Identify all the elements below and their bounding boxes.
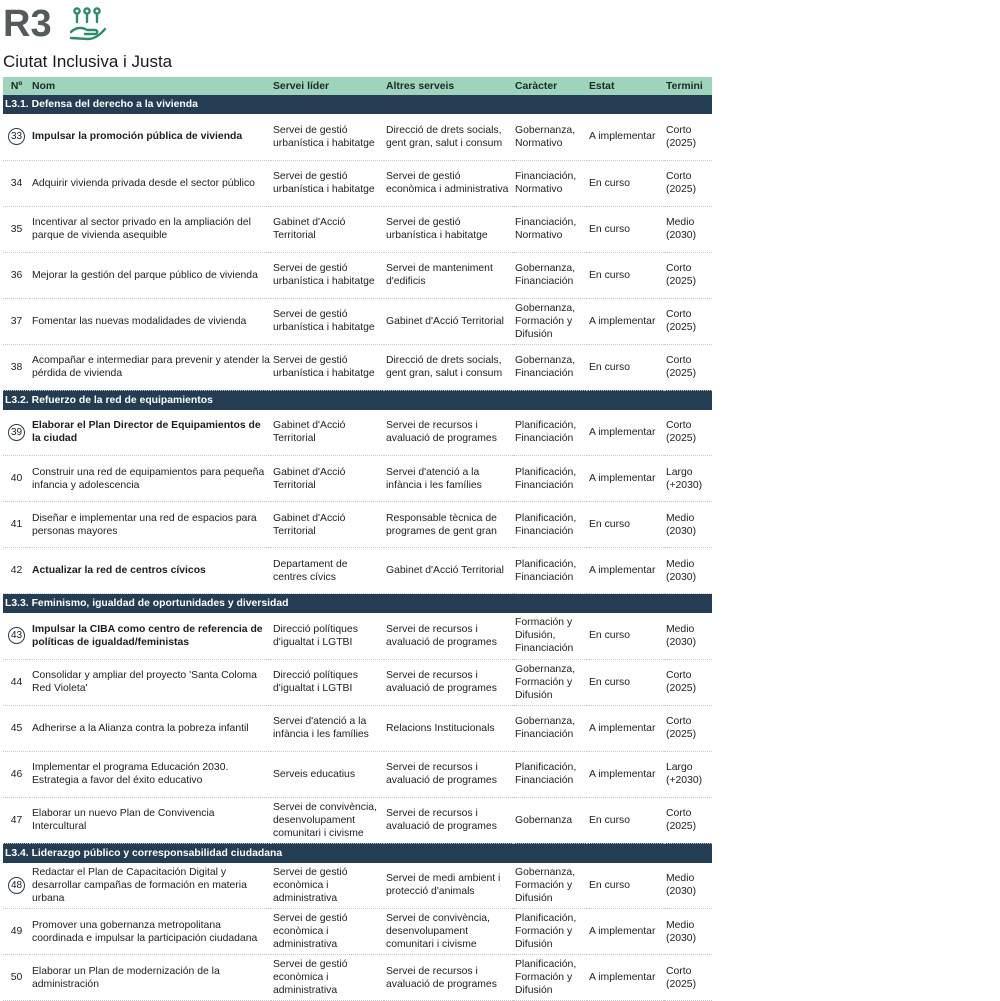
other-services: Servei de gestió econòmica i administrativa — [384, 160, 513, 206]
lead-service: Gabinet d'Acció Territorial — [271, 206, 384, 252]
action-name: Actualizar la red de centros cívicos — [30, 548, 271, 594]
lead-service: Serveis educatius — [271, 751, 384, 797]
other-services: Servei de recursos i avaluació de programes — [384, 410, 513, 456]
row-number-circled: 33 — [8, 128, 25, 145]
col-header-status: Estat — [587, 77, 664, 95]
term: Largo (+2030) — [664, 456, 712, 502]
table-row — [3, 344, 712, 390]
row-number — [3, 114, 30, 160]
table-row — [3, 863, 712, 909]
row-number — [3, 410, 30, 456]
table-row — [3, 502, 712, 548]
action-name: Fomentar las nuevas modalidades de vivienda — [30, 298, 271, 344]
row-number — [3, 160, 30, 206]
status: En curso — [587, 863, 664, 909]
hand-with-people-icon — [68, 6, 108, 42]
row-number-circled: 48 — [8, 877, 25, 894]
action-name: Elaborar un nuevo Plan de Convivencia Intercultural — [30, 797, 271, 843]
table-row — [3, 705, 712, 751]
row-number — [3, 909, 30, 955]
lead-service: Servei de gestió urbanística i habitatge — [271, 114, 384, 160]
lead-service: Servei de gestió urbanística i habitatge — [271, 298, 384, 344]
action-name: Impulsar la CIBA como centro de referencia de políticas de igualdad/feministas — [30, 613, 271, 659]
action-name: Adherirse a la Alianza contra la pobreza infantil — [30, 705, 271, 751]
row-number-value: 42 — [10, 565, 23, 576]
status: A implementar — [587, 114, 664, 160]
row-number-value: 36 — [10, 269, 23, 281]
col-header-other-services: Altres serveis — [384, 77, 513, 95]
term: Medio (2030) — [664, 548, 712, 594]
character: Financiación, Normativo — [513, 160, 587, 206]
status: A implementar — [587, 705, 664, 751]
other-services: Servei de manteniment d'edificis — [384, 252, 513, 298]
status: En curso — [587, 797, 664, 843]
term: Medio (2030) — [664, 206, 712, 252]
character: Planificación, Financiación — [513, 751, 587, 797]
status: En curso — [587, 160, 664, 206]
table-row — [3, 298, 712, 344]
table-row — [3, 206, 712, 252]
row-number — [3, 863, 30, 909]
table-row — [3, 548, 712, 594]
lead-service: Departament de centres cívics — [271, 548, 384, 594]
row-number-value: 44 — [10, 676, 23, 688]
action-name: Construir una red de equipamientos para pequeña infancia y adolescencia — [30, 456, 271, 502]
action-name: Elaborar un Plan de modernización de la administración — [30, 955, 271, 1001]
other-services: Gabinet d'Acció Territorial — [384, 298, 513, 344]
lead-service: Servei de gestió econòmica i administrativa — [271, 955, 384, 1001]
character: Gobernanza, Formación y Difusión — [513, 659, 587, 705]
other-services: Servei de recursos i avaluació de programes — [384, 659, 513, 705]
row-number-value: 38 — [10, 361, 23, 373]
term: Medio (2030) — [664, 909, 712, 955]
row-number-value: 40 — [10, 473, 23, 484]
status: En curso — [587, 613, 664, 659]
character: Formación y Difusión, Financiación — [513, 613, 587, 659]
other-services: Servei de medi ambient i protecció d'animals — [384, 863, 513, 909]
section-row — [3, 843, 712, 863]
row-number — [3, 548, 30, 594]
term: Corto (2025) — [664, 344, 712, 390]
character: Planificación, Formación y Difusión — [513, 955, 587, 1001]
row-number — [3, 955, 30, 1001]
action-name: Promover una gobernanza metropolitana coordinada e impulsar la participación ciudadana — [30, 909, 271, 955]
status: En curso — [587, 344, 664, 390]
status: A implementar — [587, 751, 664, 797]
term: Corto (2025) — [664, 705, 712, 751]
col-header-term: Termini — [664, 77, 712, 95]
character: Gobernanza, Financiación — [513, 344, 587, 390]
lead-service: Servei de gestió urbanística i habitatge — [271, 252, 384, 298]
status: En curso — [587, 206, 664, 252]
page-title: Ciutat Inclusiva i Justa — [3, 52, 173, 71]
table-row — [3, 659, 712, 705]
row-number-circled: 39 — [8, 424, 25, 441]
action-name: Mejorar la gestión del parque público de vivienda — [30, 252, 271, 298]
section-title: L3.1. Defensa del derecho a la vivienda — [3, 95, 712, 114]
status: A implementar — [587, 955, 664, 1001]
col-header-character: Caràcter — [513, 77, 587, 95]
row-number — [3, 613, 30, 659]
lead-service: Servei de convivència, desenvolupament comunitari i civisme — [271, 797, 384, 843]
actions-table — [3, 77, 712, 1001]
row-number — [3, 252, 30, 298]
status: En curso — [587, 659, 664, 705]
character: Gobernanza, Formación y Difusión — [513, 298, 587, 344]
row-number — [3, 705, 30, 751]
other-services: Direcció de drets socials, gent gran, salut i consum — [384, 344, 513, 390]
col-header-name: Nom — [30, 77, 271, 95]
section-row — [3, 95, 712, 114]
section-title: L3.2. Refuerzo de la red de equipamientos — [3, 390, 712, 410]
table-row — [3, 456, 712, 502]
other-services: Servei de convivència, desenvolupament comunitari i civisme — [384, 909, 513, 955]
other-services: Relacions Institucionals — [384, 705, 513, 751]
row-number-value: 45 — [10, 722, 23, 734]
lead-service: Gabinet d'Acció Territorial — [271, 502, 384, 548]
col-header-lead-service: Servei líder — [271, 77, 384, 95]
character: Gobernanza, Normativo — [513, 114, 587, 160]
row-number — [3, 502, 30, 548]
table-row — [3, 114, 712, 160]
character: Financiación, Normativo — [513, 206, 587, 252]
row-number-value: 49 — [10, 926, 23, 937]
action-name: Acompañar e intermediar para prevenir y atender la pérdida de vivienda — [30, 344, 271, 390]
character: Planificación, Financiación — [513, 548, 587, 594]
page-header — [3, 2, 723, 74]
term: Corto (2025) — [664, 252, 712, 298]
section-row — [3, 594, 712, 614]
row-number-circled: 43 — [8, 627, 25, 644]
status: En curso — [587, 502, 664, 548]
action-name: Incentivar al sector privado en la ampliación del parque de vivienda asequible — [30, 206, 271, 252]
lead-service: Servei de gestió econòmica i administrativa — [271, 863, 384, 909]
row-number — [3, 344, 30, 390]
term: Corto (2025) — [664, 659, 712, 705]
character: Gobernanza — [513, 797, 587, 843]
other-services: Servei d'atenció a la infància i les famílies — [384, 456, 513, 502]
table-header-row — [3, 77, 712, 95]
character: Planificación, Financiación — [513, 410, 587, 456]
status: En curso — [587, 252, 664, 298]
table-row — [3, 252, 712, 298]
other-services: Servei de recursos i avaluació de programes — [384, 797, 513, 843]
other-services: Servei de gestió urbanística i habitatge — [384, 206, 513, 252]
character: Gobernanza, Formación y Difusión — [513, 863, 587, 909]
status: A implementar — [587, 909, 664, 955]
action-name: Adquirir vivienda privada desde el sector público — [30, 160, 271, 206]
row-number-value: 47 — [10, 814, 23, 826]
row-number-value: 50 — [10, 972, 23, 983]
row-number-value: 34 — [10, 177, 23, 189]
table-row — [3, 160, 712, 206]
row-number-value: 41 — [10, 519, 23, 530]
character: Gobernanza, Financiación — [513, 252, 587, 298]
term: Largo (+2030) — [664, 751, 712, 797]
other-services: Servei de recursos i avaluació de programes — [384, 613, 513, 659]
action-name: Consolidar y ampliar del proyecto 'Santa Coloma Red Violeta' — [30, 659, 271, 705]
status: A implementar — [587, 456, 664, 502]
table-row — [3, 410, 712, 456]
lead-service: Direcció polítiques d'igualtat i LGTBI — [271, 613, 384, 659]
table-row — [3, 751, 712, 797]
other-services: Servei de recursos i avaluació de programes — [384, 955, 513, 1001]
character: Gobernanza, Financiación — [513, 705, 587, 751]
term: Corto (2025) — [664, 955, 712, 1001]
character: Planificación, Financiación — [513, 456, 587, 502]
other-services: Direcció de drets socials, gent gran, salut i consum — [384, 114, 513, 160]
section-title: L3.4. Liderazgo público y corresponsabilidad ciudadana — [3, 843, 712, 863]
row-number — [3, 456, 30, 502]
term: Medio (2030) — [664, 863, 712, 909]
lead-service: Gabinet d'Acció Territorial — [271, 456, 384, 502]
term: Corto (2025) — [664, 160, 712, 206]
lead-service: Servei de gestió urbanística i habitatge — [271, 344, 384, 390]
row-number — [3, 659, 30, 705]
other-services: Gabinet d'Acció Territorial — [384, 548, 513, 594]
term: Corto (2025) — [664, 114, 712, 160]
row-number-value: 46 — [10, 768, 23, 780]
row-number — [3, 298, 30, 344]
row-number — [3, 206, 30, 252]
section-row — [3, 390, 712, 410]
term: Corto (2025) — [664, 410, 712, 456]
table-row — [3, 613, 712, 659]
action-name: Impulsar la promoción pública de vivienda — [30, 114, 271, 160]
status: A implementar — [587, 410, 664, 456]
status: A implementar — [587, 298, 664, 344]
lead-service: Direcció polítiques d'igualtat i LGTBI — [271, 659, 384, 705]
term: Corto (2025) — [664, 298, 712, 344]
table-row — [3, 797, 712, 843]
lead-service: Servei de gestió econòmica i administrativa — [271, 909, 384, 955]
term: Medio (2030) — [664, 613, 712, 659]
table-row — [3, 909, 712, 955]
status: A implementar — [587, 548, 664, 594]
action-name: Implementar el programa Educación 2030. Estrategia a favor del éxito educativo — [30, 751, 271, 797]
action-name: Redactar el Plan de Capacitación Digital y desarrollar campañas de formación en materia urbana — [30, 863, 271, 909]
term: Corto (2025) — [664, 797, 712, 843]
page-code: R3 — [3, 3, 52, 45]
lead-service: Servei de gestió urbanística i habitatge — [271, 160, 384, 206]
action-name: Elaborar el Plan Director de Equipamientos de la ciudad — [30, 410, 271, 456]
section-title: L3.3. Feminismo, igualdad de oportunidades y diversidad — [3, 594, 712, 614]
term: Medio (2030) — [664, 502, 712, 548]
row-number-value: 37 — [10, 315, 23, 327]
lead-service: Servei d'atenció a la infància i les famílies — [271, 705, 384, 751]
action-name: Diseñar e implementar una red de espacios para personas mayores — [30, 502, 271, 548]
table-row — [3, 955, 712, 1001]
lead-service: Gabinet d'Acció Territorial — [271, 410, 384, 456]
row-number — [3, 751, 30, 797]
other-services: Responsable tècnica de programes de gent gran — [384, 502, 513, 548]
row-number — [3, 797, 30, 843]
col-header-number: Nº — [3, 77, 30, 95]
character: Planificación, Formación y Difusión — [513, 909, 587, 955]
character: Planificación, Financiación — [513, 502, 587, 548]
row-number-value: 35 — [10, 223, 23, 235]
other-services: Servei de recursos i avaluació de programes — [384, 751, 513, 797]
